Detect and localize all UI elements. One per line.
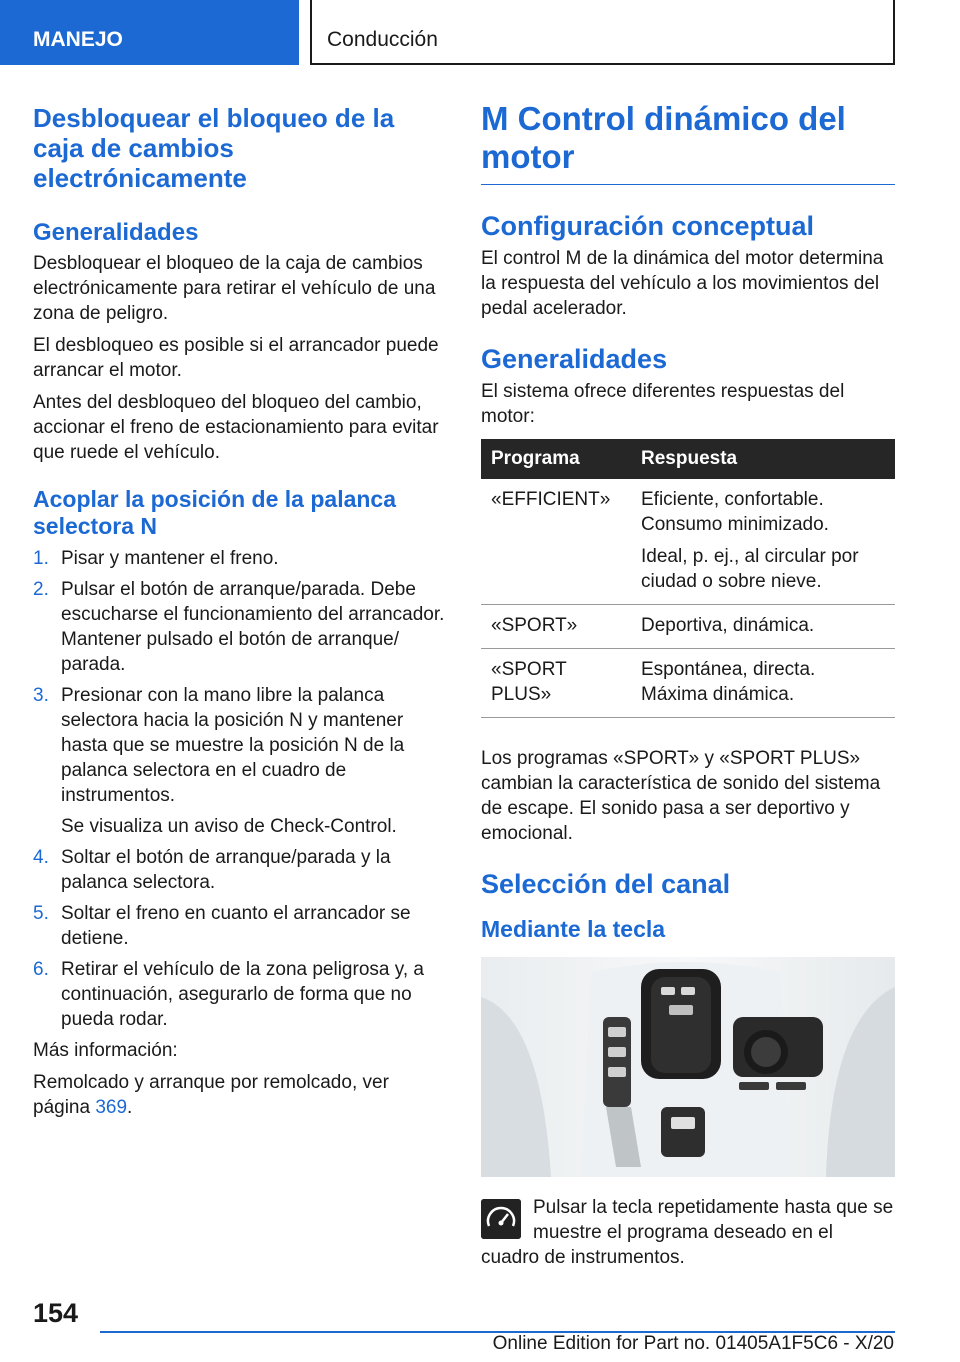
step-number: 2. [33,579,49,600]
table-row [481,649,895,718]
console-illustration [481,957,895,1177]
paragraph: Desbloquear el bloqueo de la caja de cambios electrónicamente para retirar el vehículo de una zona de peligro. [33,253,436,324]
heading-generalidades-left: Generalidades [33,219,199,246]
step-number: 5. [33,903,49,924]
list-item [33,845,448,895]
right-column [481,100,895,1270]
reference-paragraph [33,1070,448,1120]
column-header: Programa [481,439,631,479]
paragraph: El control M de la dinámica del motor determina la respuesta del vehículo a los movimientos del pedal acelerador. [481,248,884,319]
table-cell-program: «SPORT» [481,605,631,649]
step-text: Soltar el freno en cuanto el arrancador se detiene. [61,903,411,949]
step-text: Pulsar el botón de arranque/parada. Debe escucharse el funcionamiento del arrancador. Mantener pulsado el botón de arranque/ parada. [61,579,445,675]
table-row [481,605,895,649]
list-item [33,957,448,1032]
section-title-engine: M Control dinámico del motor [481,100,846,175]
column-header: Respuesta [631,439,895,479]
chapter-title: Conducción [310,0,895,65]
table-cell-response: Deportiva, dinámica. [631,605,895,649]
response-text: Eficiente, confortable. Consumo minimizado. [641,489,829,535]
table-cell-program: «EFFICIENT» [481,479,631,605]
step-number: 1. [33,548,49,569]
step-text: Soltar el botón de arranque/parada y la palanca selectora. [61,847,391,893]
paragraph: Los programas «SPORT» y «SPORT PLUS» cambian la característica de sonido del sistema de escape. El sonido pasa a ser deportivo y emocional. [481,748,881,844]
table-cell-program: «SPORT PLUS» [481,649,631,718]
program-table [481,439,895,718]
heading-channel: Selección del canal [481,869,731,899]
list-item [33,546,448,571]
section-title-unlock: Desbloquear el bloqueo de la caja de cambios electrónicamente [33,103,395,193]
note-block [481,1195,895,1270]
paragraph: El sistema ofrece diferentes respuestas del motor: [481,381,845,427]
table-row [481,479,895,605]
page-link[interactable]: 369 [95,1097,128,1118]
heading-key: Mediante la tecla [481,916,666,942]
step-subtext: Se visualiza un aviso de Check-Control. [61,816,397,837]
paragraph: Antes del desbloqueo del bloqueo del cambio, accionar el freno de estacionamiento para evitar que ruede el vehículo. [33,392,439,463]
note-text: Pulsar la tecla repetidamente hasta que se muestre el programa deseado en el cuadro de instrumentos. [481,1197,894,1268]
step-text: Presionar con la mano libre la palanca selectora hacia la posición N y mantener hasta que se muestre la posición N de la palanca selectora en el cuadro de instrumentos. [61,685,405,806]
page-number: 154 [33,1298,79,1328]
list-item [33,577,448,677]
step-text: Pisar y mantener el freno. [61,548,279,569]
heading-generalidades-right: Generalidades [481,344,668,374]
list-item [33,683,448,839]
table-header-row [481,439,895,479]
left-column [33,103,448,1127]
reference-text: Remolcado y arranque por remolcado, ver página [33,1072,389,1118]
response-text: Ideal, p. ej., al circular por ciudad o sobre nieve. [641,546,859,592]
center-console-photo [481,957,895,1177]
table-cell-response [631,479,895,605]
step-text: Retirar el vehículo de la zona peligrosa y, a continuación, asegurarlo de forma que no pueda rodar. [61,959,424,1030]
footer-edition: Online Edition for Part no. 01405A1F5C6 - X/20 [492,1333,894,1354]
heading-steps: Acoplar la posición de la palanca selectora N [33,486,397,539]
table-cell-response: Espontánea, directa. Máxima dinámica. [631,649,895,718]
title-divider [481,184,895,185]
step-number: 6. [33,959,49,980]
speedometer-icon [481,1199,521,1239]
more-info-label: Más información: [33,1040,178,1061]
steps-list [33,546,448,1032]
step-number: 3. [33,685,49,706]
paragraph: El desbloqueo es posible si el arrancador puede arrancar el motor. [33,335,439,381]
reference-end: . [127,1097,133,1118]
section-tab: MANEJO [0,0,299,65]
heading-concept: Configuración conceptual [481,211,815,241]
list-item [33,901,448,951]
step-number: 4. [33,847,49,868]
